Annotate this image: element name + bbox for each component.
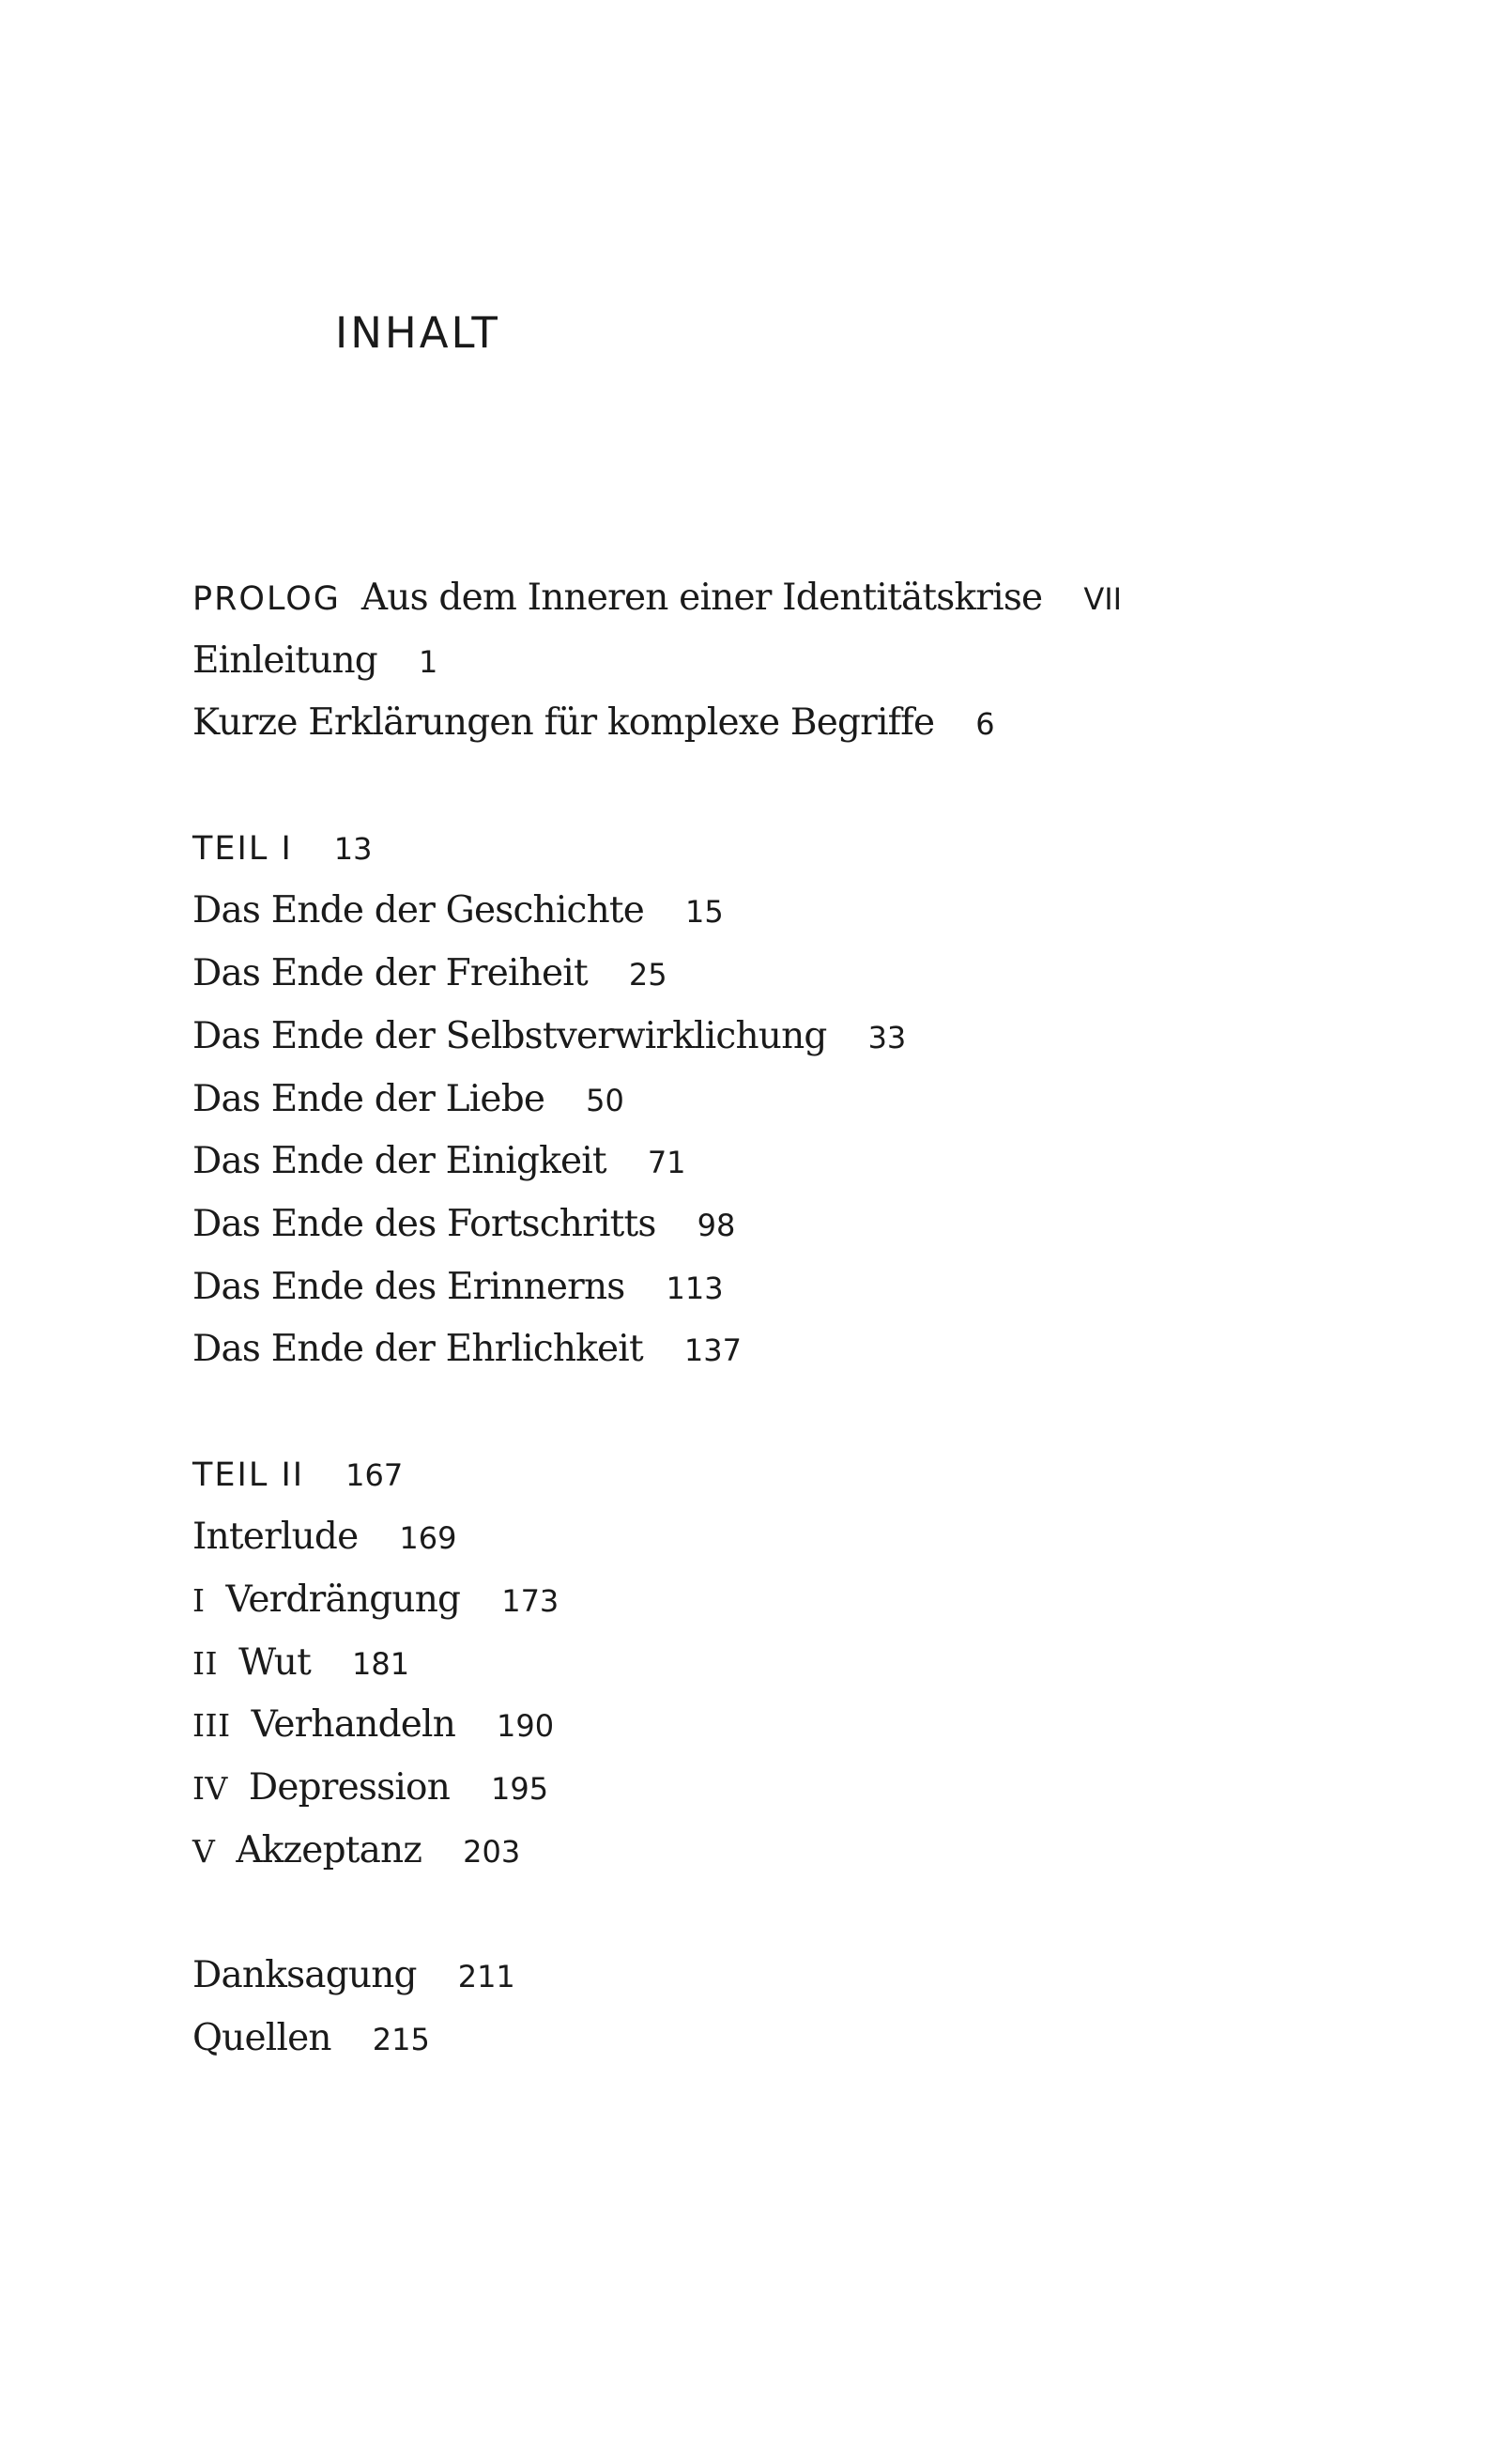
toc-entry-acknowledgements[interactable] [192,1945,1122,2008]
toc-entry-prolog[interactable] [192,567,1122,630]
toc-entry-chapter[interactable] [192,1757,1122,1820]
roman-numeral: IV [192,1770,228,1808]
toc-entry-introduction[interactable] [192,630,1122,693]
page-number: 211 [457,1959,515,1995]
page-number: 71 [647,1145,686,1181]
entry-title: Verhandeln [251,1703,456,1747]
toc-entry-part-one[interactable] [192,818,1122,881]
roman-numeral: V [192,1832,216,1870]
entry-title: Interlude [192,1516,359,1559]
toc-entry-chapter[interactable] [192,1131,1122,1194]
entry-title: Akzeptanz [236,1828,422,1871]
entry-title: Das Ende der Einigkeit [192,1140,606,1183]
page-number: 113 [666,1270,724,1306]
entry-title: Einleitung [192,639,377,682]
toc-entry-chapter[interactable] [192,1569,1122,1632]
toc-entry-chapter[interactable] [192,1318,1122,1381]
toc-entry-glossary[interactable] [192,692,1122,755]
roman-numeral: II [192,1644,219,1682]
roman-numeral: I [192,1582,206,1619]
roman-numeral: III [192,1707,231,1745]
toc-entry-interlude[interactable] [192,1506,1122,1569]
toc-entry-chapter[interactable] [192,1694,1122,1757]
entry-title: Das Ende der Ehrlichkeit [192,1328,643,1371]
page-number: 137 [683,1332,742,1369]
toc-entry-chapter[interactable] [192,1069,1122,1132]
page-number: 15 [685,894,724,931]
page-number: 203 [463,1833,521,1870]
entry-title: Verdrängung [225,1578,461,1621]
page-number: 50 [586,1082,624,1118]
table-of-contents [192,567,1122,2071]
toc-entry-chapter[interactable] [192,943,1122,1006]
page-number: 169 [399,1520,457,1557]
page-number: 13 [333,830,373,867]
entry-title: Das Ende der Liebe [192,1077,545,1120]
toc-entry-chapter[interactable] [192,880,1122,943]
entry-title: Quellen [192,2016,331,2059]
toc-entry-sources[interactable] [192,2008,1122,2071]
part-label: TEIL II [192,1455,305,1494]
page-number: 181 [351,1645,410,1682]
entry-title: Kurze Erklärungen für komplexe Begriffe [192,701,935,745]
page-number: 25 [628,957,667,993]
page-number: 195 [491,1771,549,1808]
page-title: INHALT [335,308,500,358]
entry-title: Aus dem Inneren einer Identitätskrise [360,577,1043,619]
page-number: 167 [345,1456,404,1493]
toc-entry-part-two[interactable] [192,1444,1122,1507]
page-number: 1 [418,643,438,680]
entry-title: Das Ende der Selbstverwirklichung [192,1014,827,1057]
entry-title: Danksagung [192,1954,417,1997]
section-spacer [192,755,1122,818]
entry-title: Das Ende der Freiheit [192,952,588,995]
toc-entry-chapter[interactable] [192,1820,1122,1883]
page-number: 173 [501,1583,559,1619]
section-spacer [192,1381,1122,1444]
section-label: PROLOG [192,580,341,618]
entry-title: Das Ende des Erinnerns [192,1265,625,1308]
section-spacer [192,1882,1122,1945]
page-number: 215 [372,2021,430,2057]
page-number: 190 [497,1708,555,1745]
toc-entry-chapter[interactable] [192,1194,1122,1256]
toc-entry-chapter[interactable] [192,1256,1122,1319]
toc-entry-chapter[interactable] [192,1632,1122,1695]
page-number: 6 [975,706,995,743]
entry-title: Wut [238,1640,311,1684]
entry-title: Das Ende des Fortschritts [192,1202,656,1245]
toc-entry-chapter[interactable] [192,1006,1122,1069]
page-number: 98 [697,1207,736,1243]
entry-title: Das Ende der Geschichte [192,889,645,932]
part-label: TEIL I [192,829,293,868]
page-number: VII [1083,581,1123,617]
entry-title: Depression [248,1766,451,1810]
page-number: 33 [867,1019,907,1055]
